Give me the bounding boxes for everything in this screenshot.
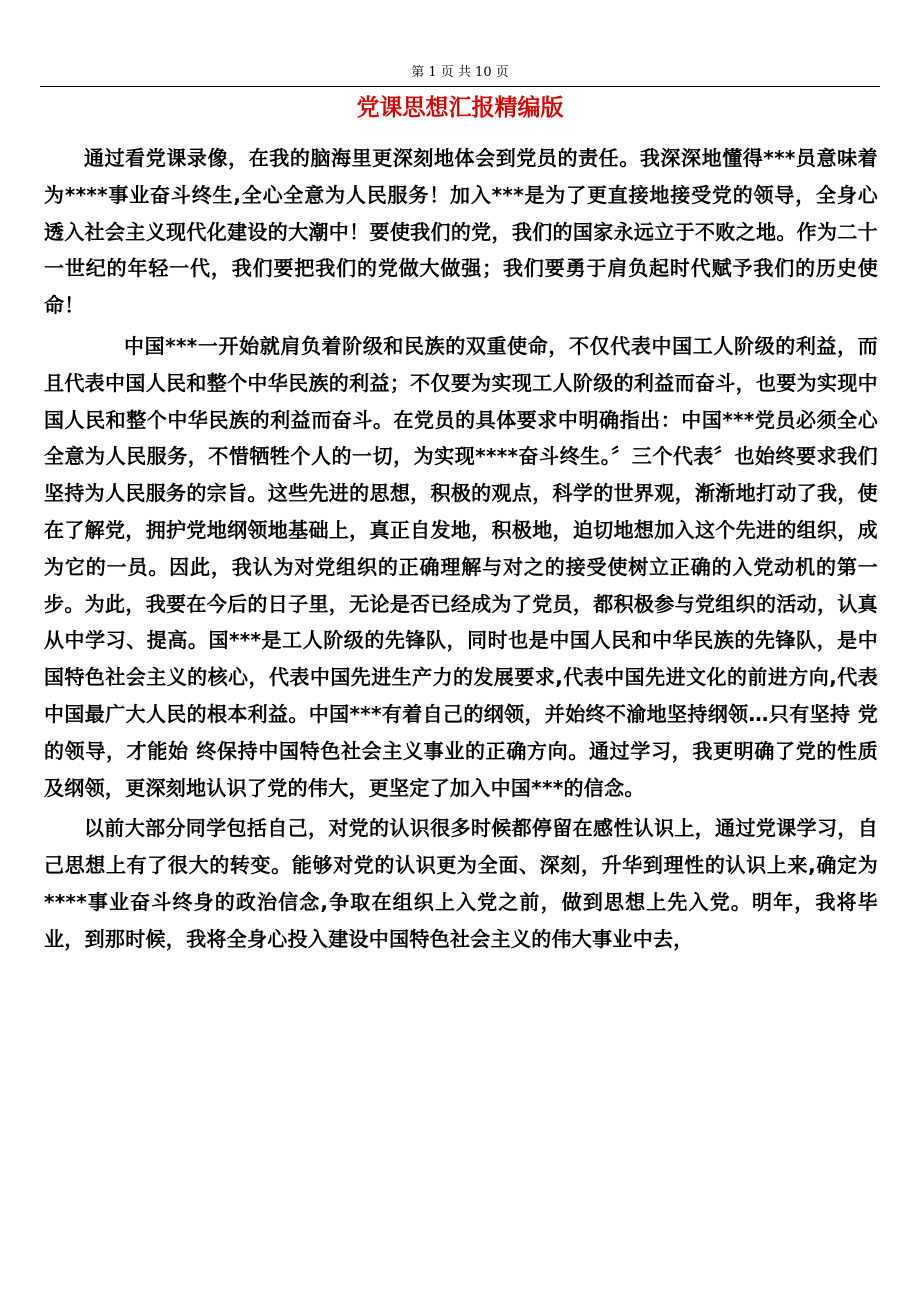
header-divider [40, 86, 880, 87]
document-body [44, 140, 878, 962]
page-indicator: 第 1 页 共 10 页 [411, 65, 509, 80]
paragraph-1: 通过看党课录像，在我的脑海里更深刻地体会到党员的责任。我深深地懂得***员意味着为****事业奋斗终生,全心全意为人民服务！加入***是为了更直接地接受党的领导，全身心透入社会主义现代化建设的大潮中！要使我们的党，我们的国家永远立于不败之地。作为二十一世纪的年轻一代，我们要把我们的党做大做强；我们要勇于肩负起时代赋予我们的历史使命！ [44, 146, 878, 318]
paragraph-2: 中国***一开始就肩负着阶级和民族的双重使命，不仅代表中国工人阶级的利益，而且代表中国人民和整个中华民族的利益；不仅要为实现工人阶级的利益而奋斗，也要为实现中国人民和整个中华民族的利益而奋斗。在党员的具体要求中明确指出：中国***党员必须全心全意为人民服务，不惜牺牲个人的一切，为实现****奋斗终生。〞三个代表〞也始终要求我们坚持为人民服务的宗旨。这些先进的思想，积极的观点，科学的世界观，渐渐地打动了我，使在了解党，拥护党地纲领地基础上，真正自发地，积极地，迫切地想加入这个先进的组织，成为它的一员。因此，我认为对党组织的正确理解与对之的接受使树立正确的入党动机的第一步。为此，我要在今后的日子里，无论是否已经成为了党员，都积极参与党组织的活动，认真从中学习、提高。国***是工人阶级的先锋队，同时也是中国人民和中华民族的先锋队，是中国特色社会主义的核心，代表中国先进生产力的发展要求,代表中国先进文化的前进方向,代表中国最广大人民的根本利益。中国***有着自己的纲领，并始终不渝地坚持纲领…只有坚持 党的领导，才能始 终保持中国特色社会主义事业的正确方向。通过学习，我更明确了党的性质及纲领，更深刻地认识了党的伟大，更坚定了加入中国***的信念。 [44, 333, 878, 800]
document-title: 党课思想汇报精编版 [356, 95, 564, 121]
paragraph-3: 以前大部分同学包括自己，对党的认识很多时候都停留在感性认识上，通过党课学习，自己思想上有了很大的转变。能够对党的认识更为全面、深刻，升华到理性的认识上来,确定为****事业奋斗终身的政治信念,争取在组织上入党之前，做到思想上先入党。明年，我将毕业，到那时候，我将全身心投入建设中国特色社会主义的伟大事业中去， [44, 816, 878, 951]
